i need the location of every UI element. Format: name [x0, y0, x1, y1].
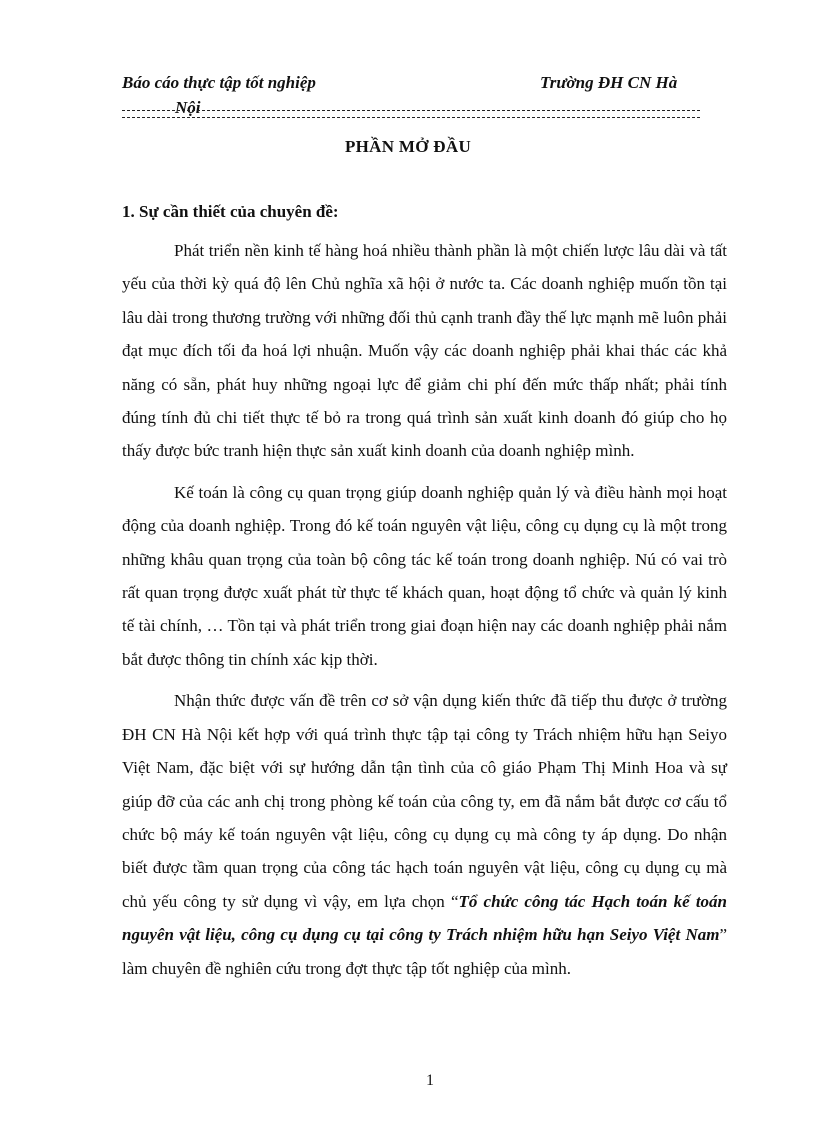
paragraph-1: Phát triển nền kinh tế hàng hoá nhiều thành phần là một chiến lược lâu dài và tất yếu của thời kỳ quá độ lên Chủ nghĩa xã hội ở nước ta. Các doanh nghiệp muốn tồn tại lâu dài trong thương trường với những đối thủ cạnh tranh đầy thế lực mạnh mẽ luôn phải đạt mục đích tối đa hoá lợi nhuận. Muốn vậy các doanh nghiệp phải khai thác các khả năng có sẵn, phát huy những ngoại lực để giảm chi phí đến mức thấp nhất; phải tính đúng tính đủ chi tiết thực tế bỏ ra trong quá trình sản xuất kinh doanh đó giúp cho họ thấy được bức tranh hiện thực sản xuất kinh doanh của doanh nghiệp mình. [122, 241, 727, 461]
paragraph-3-text: Nhận thức được vấn đề trên cơ sở vận dụng kiến thức đã tiếp thu được ở trường ĐH CN Hà Nội kết hợp với quá trình thực tập tại công ty Trách nhiệm hữu hạn Seiyo Việt Nam, đặc biệt với sự hướng dẫn tận tình của cô giáo Phạm Thị Minh Hoa và sự giúp đỡ của các anh chị trong phòng kế toán của công ty, em đã nắm bắt được cơ cấu tổ chức bộ máy kế toán nguyên vật liệu, công cụ dụng cụ mà công ty áp dụng. Do nhận biết được tầm quan trọng của công tác hạch toán nguyên vật liệu, công cụ dụng cụ mà chủ yếu công ty sử dụng vì vậy, em lựa chọn “ [122, 691, 727, 911]
header-left-line1: Báo cáo thực tập tốt nghiệp [122, 73, 316, 92]
paragraph-3-end: ” làm chuyên đề nghiên cứu trong đợt thực tập tốt nghiệp của mình. [122, 925, 727, 978]
header-divider [122, 110, 700, 118]
header-school-name: Trường ĐH CN Hà [540, 73, 678, 92]
page-title: PHẦN MỞ ĐẦU [344, 137, 472, 156]
page-number: 1 [426, 1072, 434, 1089]
body-text [122, 234, 727, 993]
paragraph-3 [122, 684, 727, 985]
section-heading: 1. Sự cần thiết của chuyên đề: [122, 202, 339, 221]
header-left-line2: Nội [175, 98, 201, 117]
paragraph-2: Kế toán là công cụ quan trọng giúp doanh nghiệp quản lý và điều hành mọi hoạt động của doanh nghiệp. Trong đó kế toán nguyên vật liệu, công cụ dụng cụ là một trong những khâu quan trọng của toàn bộ công tác kế toán trong doanh nghiệp. Nú có vai trò rất quan trọng được xuất phát từ thực tế khách quan, hoạt động tổ chức và quản lý kinh tế tài chính, … Tồn tại và phát triển trong giai đoạn hiện nay các doanh nghiệp phải nắm bắt được thông tin chính xác kịp thời. [122, 482, 727, 669]
thesis-topic-emphasis: Tổ chức công tác Hạch toán kế toán nguyên vật liệu, công cụ dụng cụ tại công ty Trách nhiệm hữu hạn Seiyo Việt Nam [122, 891, 727, 945]
